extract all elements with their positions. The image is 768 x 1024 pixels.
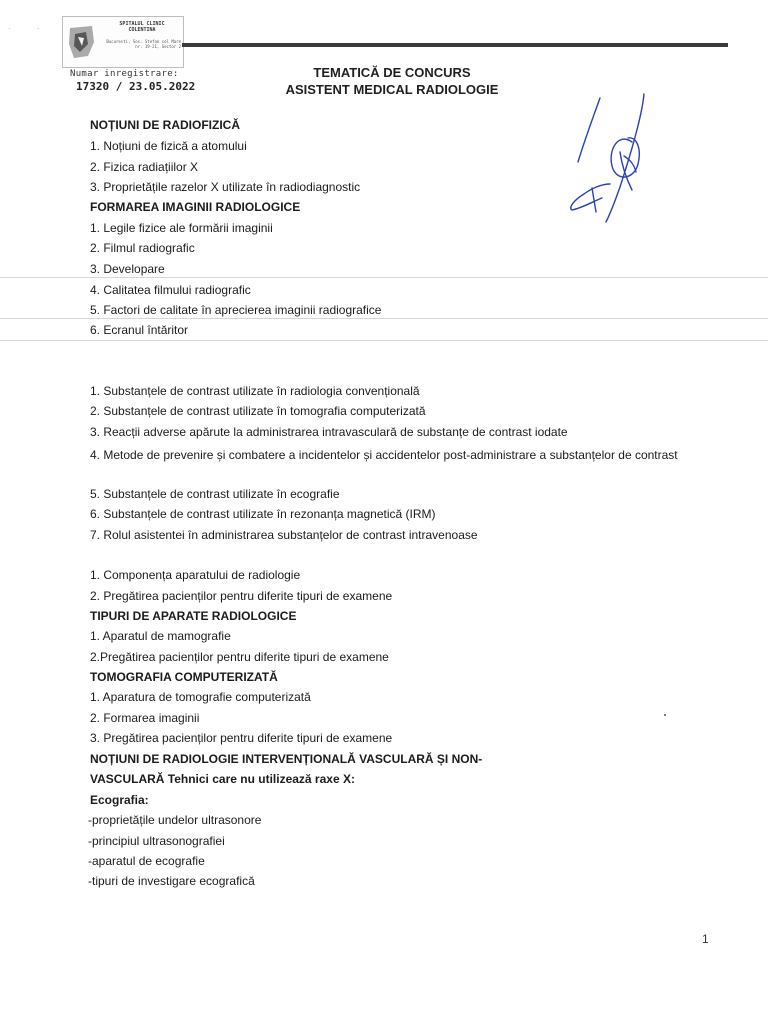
list-item: 1. Aparatura de tomografie computerizată [90, 690, 311, 704]
list-item: -aparatul de ecografie [88, 854, 205, 868]
stamp-title [103, 21, 181, 33]
scan-line [0, 277, 768, 278]
list-item: 1. Aparatul de mamografie [90, 629, 231, 643]
list-item: 2. Filmul radiografic [90, 241, 195, 255]
list-item: 3. Pregătirea pacienților pentru diferite tipuri de examene [90, 731, 393, 745]
list-item: 1. Noțiuni de fizică a atomului [90, 139, 247, 153]
list-item: 5. Substanțele de contrast utilizate în ecografie [90, 487, 340, 501]
list-item: 2. Fizica radiațiilor X [90, 160, 199, 174]
list-item: -tipuri de investigare ecografică [88, 874, 255, 888]
list-item: 2. Substanțele de contrast utilizate în tomografia computerizată [90, 404, 426, 418]
list-item: 4. Calitatea filmului radiografic [90, 283, 251, 297]
list-item: 5. Factori de calitate în aprecierea imaginii radiografice [90, 303, 382, 317]
list-item: 2. Pregătirea pacienților pentru diferite tipuri de examene [90, 589, 393, 603]
list-item: 1. Substanțele de contrast utilizate în radiologia convențională [90, 384, 420, 398]
section-heading: TOMOGRAFIA COMPUTERIZATĂ [90, 670, 278, 684]
section-heading: NOȚIUNI DE RADIOLOGIE INTERVENȚIONALĂ VASCULARĂ ȘI NON- [90, 752, 483, 766]
section-heading: VASCULARĂ Tehnici care nu utilizează raxe X: [90, 772, 355, 786]
stamp-title-line1: SPITALUL CLINIC [119, 21, 165, 27]
list-item: 3. Developare [90, 262, 165, 276]
list-item: 6. Ecranul întăritor [90, 323, 189, 337]
title-line2: ASISTENT MEDICAL RADIOLOGIE [285, 82, 499, 97]
list-item: 4. Metode de prevenire și combatere a incidentelor și accidentelor post-administrare a substanțelor de contrast [90, 448, 678, 462]
list-item: 3. Reacții adverse apărute la administrarea intravasculară de substanțe de contrast iodate [90, 425, 568, 439]
scan-line [0, 318, 768, 319]
section-heading: TIPURI DE APARATE RADIOLOGICE [90, 609, 297, 623]
header-rule [182, 43, 728, 47]
scan-artifacts: · · [8, 24, 52, 33]
list-item: 1. Legile fizice ale formării imaginii [90, 221, 273, 235]
list-item: -proprietățile undelor ultrasonore [88, 813, 262, 827]
stamp-address: Bucuresti, Sos. Stefan cel Mare nr. 19-21, Sector 2 [106, 39, 181, 49]
stamp-title-line2: COLENTINA [128, 27, 156, 33]
list-item: 1. Componența aparatului de radiologie [90, 568, 301, 582]
scan-line [0, 340, 768, 341]
registration-label: Numar inregistrare: [70, 69, 179, 79]
registration-number: 17320 / 23.05.2022 [76, 80, 196, 93]
title-line1: TEMATICĂ DE CONCURS [313, 65, 471, 80]
list-item: 2.Pregătirea pacienților pentru diferite tipuri de examene [90, 650, 389, 664]
list-item: 6. Substanțele de contrast utilizate în rezonanța magnetică (IRM) [90, 507, 436, 521]
hospital-logo-icon [66, 22, 98, 62]
section-heading: NOȚIUNI DE RADIOFIZICĂ [90, 118, 240, 132]
scan-artifact [664, 714, 666, 716]
section-heading: Ecografia: [90, 793, 149, 807]
page-number: 1 [702, 932, 709, 946]
hospital-stamp [62, 16, 184, 68]
list-item: 3. Proprietățile razelor X utilizate în radiodiagnostic [90, 180, 361, 194]
section-heading: FORMAREA IMAGINII RADIOLOGICE [90, 200, 301, 214]
list-item: 2. Formarea imaginii [90, 711, 200, 725]
list-item: -principiul ultrasonografiei [88, 834, 225, 848]
document-title [270, 64, 514, 98]
list-item: 7. Rolul asistentei în administrarea substanțelor de contrast intravenoase [90, 528, 478, 542]
